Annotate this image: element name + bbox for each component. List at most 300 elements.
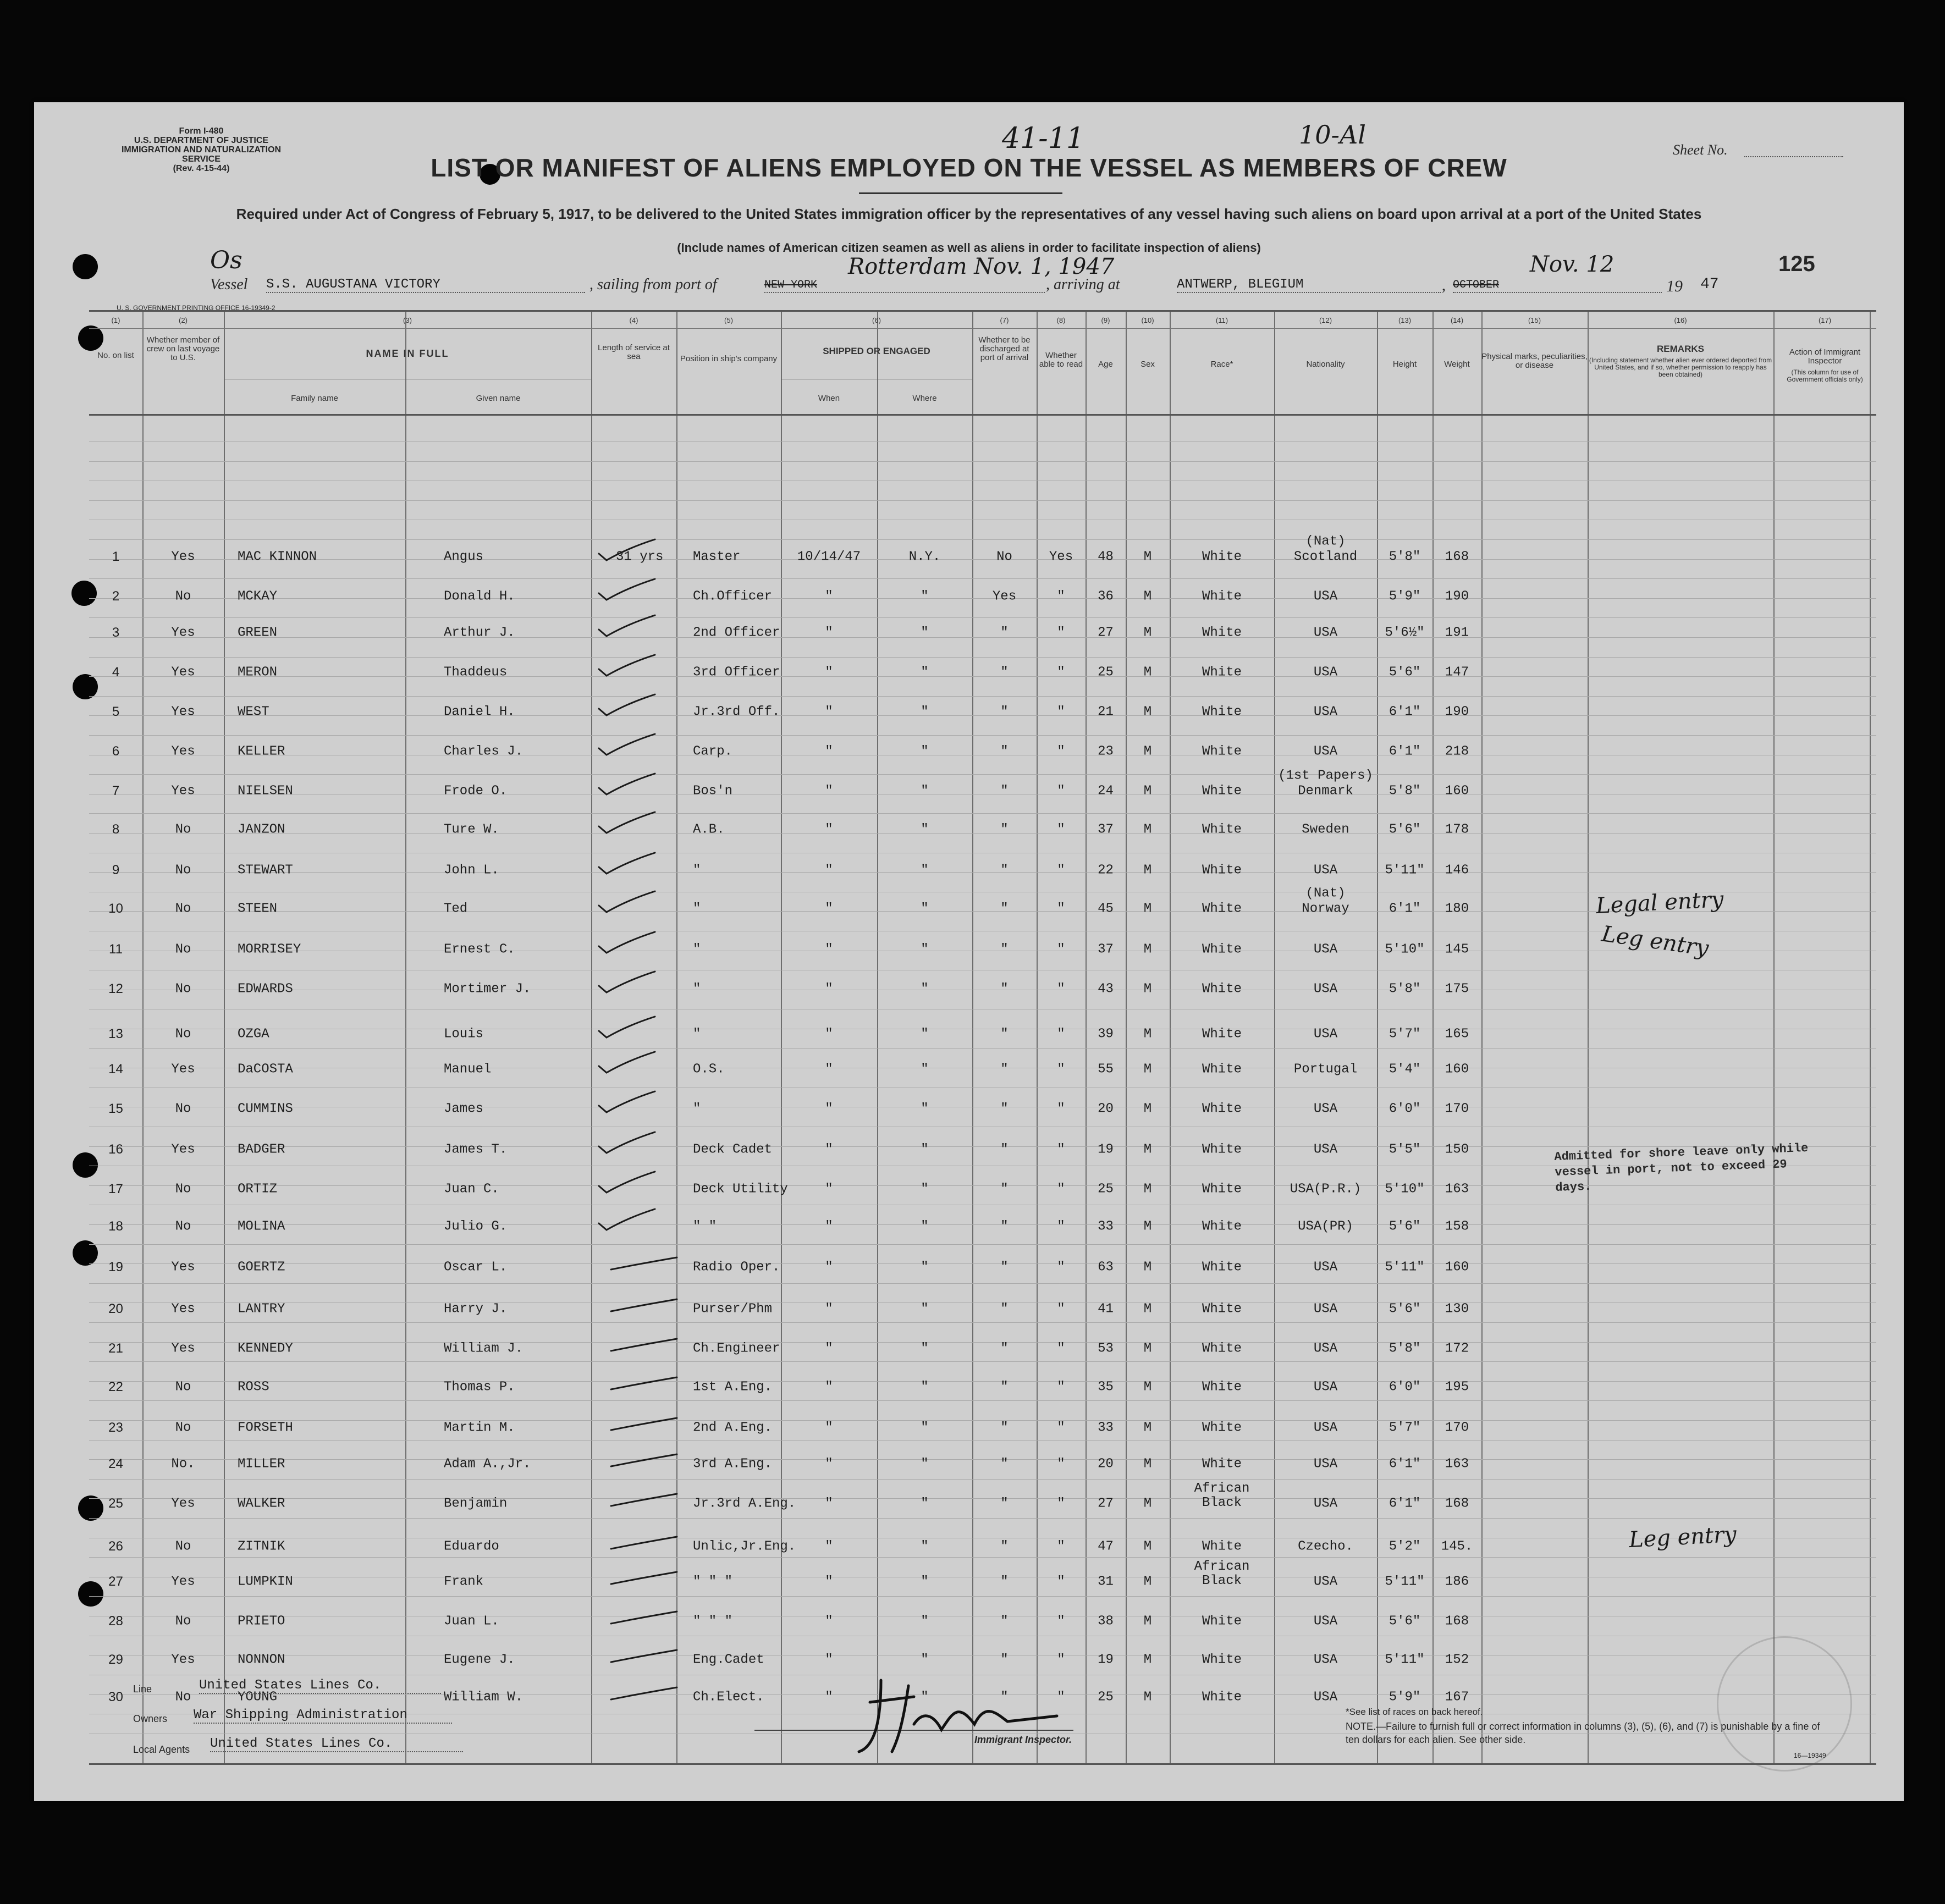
cell-read: " <box>1057 1260 1065 1275</box>
check-mark <box>594 692 671 720</box>
cell-read: " <box>1057 1301 1065 1317</box>
cell-where: " <box>921 1301 929 1317</box>
cell-given: Manuel <box>444 1062 492 1077</box>
column-number: (8) <box>1056 316 1066 324</box>
check-mark <box>605 1562 682 1590</box>
cell-nat: USA <box>1313 1690 1338 1705</box>
cell-read: " <box>1057 665 1065 680</box>
row-rule <box>89 676 1876 677</box>
cell-race: White <box>1202 744 1242 759</box>
grid-column-line <box>1377 312 1378 1763</box>
cell-sex: M <box>1143 1341 1152 1356</box>
cell-crew: Yes <box>171 1062 195 1077</box>
row-rule <box>89 559 1876 560</box>
agents-label: Local Agents <box>133 1744 190 1755</box>
cell-when: " <box>825 1496 833 1511</box>
cell-age: 37 <box>1098 822 1114 837</box>
cell-no: 1 <box>112 549 120 564</box>
check-mark <box>594 1014 671 1042</box>
cell-nat: USA <box>1313 744 1338 759</box>
cell-given: Eduardo <box>444 1539 499 1554</box>
cell-crew: Yes <box>171 549 195 565</box>
cell-given: Ted <box>444 901 468 917</box>
cell-family: OZGA <box>238 1026 269 1042</box>
cell-nat: USA <box>1313 942 1338 957</box>
cell-when: 10/14/47 <box>797 549 861 565</box>
cell-read: " <box>1057 1420 1065 1436</box>
cell-weight: 170 <box>1445 1101 1469 1117</box>
cell-age: 53 <box>1098 1341 1114 1356</box>
grid-column-line <box>1588 312 1589 1763</box>
cell-height: 6'1" <box>1389 901 1421 917</box>
cell-race: White <box>1202 863 1242 878</box>
cell-sex: M <box>1143 1690 1152 1705</box>
cell-disch: " <box>1000 704 1009 720</box>
cell-weight: 152 <box>1445 1652 1469 1668</box>
cell-disch: " <box>1000 1142 1009 1157</box>
cell-when: " <box>825 1652 833 1668</box>
cell-family: CUMMINS <box>238 1101 293 1117</box>
cell-race: White <box>1202 589 1242 604</box>
cell-no: 15 <box>108 1101 123 1116</box>
cell-sex: M <box>1143 665 1152 680</box>
cell-given: Angus <box>444 549 484 565</box>
header-name-in-full: NAME IN FULL <box>366 348 449 359</box>
cell-height: 5'2" <box>1389 1539 1421 1554</box>
row-rule <box>89 461 1876 462</box>
cell-where: " <box>921 589 929 604</box>
cell-race: White <box>1202 625 1242 641</box>
cell-given: James <box>444 1101 484 1117</box>
cell-given: Ernest C. <box>444 942 515 957</box>
cell-given: Juan L. <box>444 1614 499 1629</box>
header-position: Position in ship's company <box>680 354 778 363</box>
shore-leave-stamp: Admitted for shore leave only while vessel in port, not to exceed 29 days. <box>1554 1141 1809 1195</box>
cell-crew: Yes <box>171 1260 195 1275</box>
grid-column-line <box>1773 312 1775 1763</box>
remark-row-8: Leg entry <box>1600 921 1711 962</box>
vessel-label: Vessel <box>210 276 248 293</box>
cell-age: 55 <box>1098 1062 1114 1077</box>
header-action: Action of Immigrant Inspector <box>1789 347 1861 366</box>
sailing-label: , sailing from port of <box>589 276 717 293</box>
check-mark <box>605 1484 682 1511</box>
row-rule <box>89 696 1876 697</box>
cell-race: African Black <box>1194 1481 1250 1510</box>
cell-family: ORTIZ <box>238 1182 278 1197</box>
cell-weight: 178 <box>1445 822 1469 837</box>
cell-no: 8 <box>112 822 120 837</box>
cell-height: 5'6" <box>1389 822 1421 837</box>
cell-service: 31 yrs <box>616 549 664 565</box>
header-remarks: REMARKS <box>1657 344 1704 354</box>
cell-where: " <box>921 665 929 680</box>
cell-disch: " <box>1000 1652 1009 1668</box>
cell-age: 21 <box>1098 704 1114 720</box>
cell-height: 5'6" <box>1389 1614 1421 1629</box>
cell-sex: M <box>1143 1260 1152 1275</box>
header-physical: Physical marks, peculiarities, or disease <box>1481 352 1588 370</box>
cell-sex: M <box>1143 1614 1152 1629</box>
cell-race: African Black <box>1194 1559 1250 1588</box>
cell-read: " <box>1057 1341 1065 1356</box>
cell-disch: " <box>1000 1219 1009 1234</box>
cell-read: " <box>1057 1101 1065 1117</box>
header-able-read: Whether able to read <box>1039 351 1083 369</box>
cell-height: 5'11" <box>1385 1652 1425 1668</box>
cell-race: White <box>1202 1142 1242 1157</box>
cell-nat: USA <box>1313 1652 1338 1668</box>
grid-column-line <box>1037 312 1038 1763</box>
cell-race: White <box>1202 665 1242 680</box>
cell-age: 24 <box>1098 783 1114 799</box>
form-code: 16—19349 <box>1794 1752 1826 1759</box>
row-rule <box>89 500 1876 501</box>
check-mark <box>594 969 671 997</box>
cell-where: " <box>921 1652 929 1668</box>
cell-family: MOLINA <box>238 1219 285 1234</box>
cell-no: 3 <box>112 625 120 640</box>
cell-weight: 186 <box>1445 1574 1469 1590</box>
header-length-service: Length of service at sea <box>598 343 670 361</box>
column-number: (13) <box>1398 316 1412 324</box>
row-rule <box>89 1400 1876 1401</box>
cell-family: FORSETH <box>238 1420 293 1436</box>
cell-family: NONNON <box>238 1652 285 1668</box>
check-mark <box>594 1050 671 1077</box>
cell-position: 3rd A.Eng. <box>693 1456 773 1472</box>
cell-given: James T. <box>444 1142 508 1157</box>
column-number: (9) <box>1101 316 1110 324</box>
cell-given: Louis <box>444 1026 484 1042</box>
cell-when: " <box>825 1539 833 1554</box>
cell-no: 19 <box>108 1260 123 1274</box>
header-discharged: Whether to be discharged at port of arrival <box>978 335 1031 362</box>
cell-nat: USA <box>1313 1341 1338 1356</box>
cell-no: 25 <box>108 1496 123 1511</box>
row-rule <box>89 1146 1876 1147</box>
faint-seal <box>1717 1636 1852 1771</box>
check-mark <box>594 613 671 641</box>
cell-weight: 160 <box>1445 1062 1469 1077</box>
cell-crew: Yes <box>171 1142 195 1157</box>
cell-read: " <box>1057 1690 1065 1705</box>
cell-race: White <box>1202 942 1242 957</box>
cell-disch: " <box>1000 1341 1009 1356</box>
cell-crew: Yes <box>171 665 195 680</box>
cell-given: Ture W. <box>444 822 499 837</box>
cell-given: Martin M. <box>444 1420 515 1436</box>
cell-age: 20 <box>1098 1456 1114 1472</box>
cell-disch: " <box>1000 1026 1009 1042</box>
cell-given: Frank <box>444 1574 484 1590</box>
arriving-port: ANTWERP, BLEGIUM <box>1177 277 1441 293</box>
cell-disch: " <box>1000 665 1009 680</box>
cell-nat: Czecho. <box>1298 1539 1353 1554</box>
cell-height: 5'9" <box>1389 589 1421 604</box>
cell-position: 3rd Officer <box>693 665 780 680</box>
cell-crew: Yes <box>171 1652 195 1668</box>
cell-disch: " <box>1000 1301 1009 1317</box>
cell-weight: 165 <box>1445 1026 1469 1042</box>
vessel-name: S.S. AUGUSTANA VICTORY <box>266 277 585 293</box>
cell-race: White <box>1202 1062 1242 1077</box>
cell-height: 5'7" <box>1389 1026 1421 1042</box>
crew-table <box>89 310 1876 1765</box>
cell-no: 23 <box>108 1420 123 1435</box>
cell-age: 47 <box>1098 1539 1114 1554</box>
row-rule <box>89 1342 1876 1343</box>
cell-disch: " <box>1000 625 1009 641</box>
cell-family: DaCOSTA <box>238 1062 293 1077</box>
cell-nat: USA <box>1313 1614 1338 1629</box>
column-number: (14) <box>1450 316 1464 324</box>
cell-where: " <box>921 1379 929 1395</box>
check-mark <box>594 732 671 759</box>
cell-family: NIELSEN <box>238 783 293 799</box>
cell-no: 14 <box>108 1062 123 1077</box>
cell-height: 5'6½" <box>1385 625 1425 641</box>
cell-age: 48 <box>1098 549 1114 565</box>
cell-age: 33 <box>1098 1420 1114 1436</box>
cell-crew: No <box>175 863 191 878</box>
inspector-signature-image <box>848 1669 1079 1763</box>
row-rule <box>89 1440 1876 1441</box>
cell-crew: Yes <box>171 1496 195 1511</box>
cell-disch: " <box>1000 1496 1009 1511</box>
cell-given: Eugene J. <box>444 1652 515 1668</box>
check-mark <box>605 1602 682 1629</box>
cell-nat: USA <box>1313 863 1338 878</box>
cell-crew: No <box>175 1614 191 1629</box>
agents-value: United States Lines Co. <box>210 1736 463 1752</box>
cell-height: 6'0" <box>1389 1379 1421 1395</box>
cell-height: 6'1" <box>1389 1496 1421 1511</box>
cell-position: " " <box>693 1219 717 1234</box>
grid-column-line <box>591 312 592 1763</box>
cell-crew: No <box>175 1101 191 1117</box>
manifest-sheet <box>34 102 1904 1801</box>
row-rule <box>89 1518 1876 1519</box>
cell-race: White <box>1202 783 1242 799</box>
row-rule <box>89 1557 1876 1558</box>
cell-when: " <box>825 1574 833 1590</box>
cell-crew: No <box>175 942 191 957</box>
cell-sex: M <box>1143 863 1152 878</box>
row-rule <box>89 1048 1876 1049</box>
row-rule <box>89 1322 1876 1323</box>
cell-no: 2 <box>112 589 120 604</box>
cell-weight: 160 <box>1445 783 1469 799</box>
cell-read: " <box>1057 1539 1065 1554</box>
grid-column-line <box>142 312 144 1763</box>
cell-position: " " " <box>693 1614 733 1629</box>
cell-disch: " <box>1000 942 1009 957</box>
row-rule <box>89 1381 1876 1382</box>
cell-weight: 168 <box>1445 1496 1469 1511</box>
cell-family: STEEN <box>238 901 278 917</box>
cell-nat: USA <box>1313 704 1338 720</box>
cell-when: " <box>825 863 833 878</box>
cell-position: 2nd Officer <box>693 625 780 641</box>
cell-sex: M <box>1143 744 1152 759</box>
cell-weight: 163 <box>1445 1456 1469 1472</box>
cell-where: " <box>921 1496 929 1511</box>
cell-disch: " <box>1000 1062 1009 1077</box>
cell-where: " <box>921 1142 929 1157</box>
grid-column-line <box>1126 312 1127 1763</box>
row-rule <box>89 715 1876 716</box>
cell-position: Unlic,Jr.Eng. <box>693 1539 796 1554</box>
cell-sex: M <box>1143 1182 1152 1197</box>
page-title: LIST OR MANIFEST OF ALIENS EMPLOYED ON THE VESSEL AS MEMBERS OF CREW <box>431 153 1507 182</box>
cell-race: White <box>1202 1652 1242 1668</box>
cell-family: MAC KINNON <box>238 549 317 565</box>
cell-height: 5'6" <box>1389 665 1421 680</box>
form-service: IMMIGRATION AND NATURALIZATION SERVICE <box>121 145 282 164</box>
cell-when: " <box>825 1219 833 1234</box>
cell-position: " <box>693 942 701 957</box>
cell-race: White <box>1202 1539 1242 1554</box>
cell-no: 18 <box>108 1219 123 1234</box>
cell-disch: " <box>1000 1101 1009 1117</box>
check-mark <box>594 1089 671 1117</box>
row-rule <box>89 1596 1876 1597</box>
cell-height: 5'8" <box>1389 1341 1421 1356</box>
form-rev: (Rev. 4-15-44) <box>173 164 230 173</box>
cell-family: ROSS <box>238 1379 269 1395</box>
cell-family: EDWARDS <box>238 981 293 997</box>
cell-position: 2nd A.Eng. <box>693 1420 773 1436</box>
cell-when: " <box>825 901 833 917</box>
cell-where: N.Y. <box>908 549 941 565</box>
cell-sex: M <box>1143 1219 1152 1234</box>
column-number: (1) <box>111 316 120 324</box>
cell-sex: M <box>1143 1420 1152 1436</box>
cell-age: 25 <box>1098 1690 1114 1705</box>
check-mark <box>594 653 671 680</box>
cell-where: " <box>921 1614 929 1629</box>
cell-nat: USA(P.R.) <box>1290 1182 1362 1197</box>
cell-no: 20 <box>108 1301 123 1316</box>
cell-position: " <box>693 1101 701 1117</box>
cell-when: " <box>825 625 833 641</box>
cell-crew: No <box>175 1539 191 1554</box>
cell-nat: USA(PR) <box>1298 1219 1353 1234</box>
cell-age: 19 <box>1098 1652 1114 1668</box>
cell-race: White <box>1202 901 1242 917</box>
form-department: U.S. DEPARTMENT OF JUSTICE <box>134 136 269 145</box>
title-underline <box>859 192 1062 194</box>
cell-where: " <box>921 1260 929 1275</box>
cell-where: " <box>921 1420 929 1436</box>
cell-read: " <box>1057 1142 1065 1157</box>
cell-height: 5'10" <box>1385 942 1425 957</box>
arriving-label: , arriving at <box>1046 276 1120 293</box>
cell-weight: 145. <box>1441 1539 1473 1554</box>
cell-sex: M <box>1143 1379 1152 1395</box>
cell-disch: " <box>1000 1574 1009 1590</box>
check-mark <box>594 771 671 799</box>
cell-position: " <box>693 901 701 917</box>
cell-height: 6'1" <box>1389 744 1421 759</box>
month-struck: OCTOBER <box>1453 279 1500 291</box>
check-mark <box>594 577 671 604</box>
cell-nat: USA <box>1313 1456 1338 1472</box>
cell-race: White <box>1202 981 1242 997</box>
grid-column-line <box>1870 312 1871 1763</box>
cell-age: 37 <box>1098 942 1114 957</box>
cell-no: 12 <box>108 981 123 996</box>
cell-age: 31 <box>1098 1574 1114 1590</box>
cell-age: 45 <box>1098 901 1114 917</box>
cell-when: " <box>825 1456 833 1472</box>
cell-race: White <box>1202 822 1242 837</box>
cell-disch: " <box>1000 1182 1009 1197</box>
cell-position: Ch.Elect. <box>693 1690 764 1705</box>
cell-read: " <box>1057 1182 1065 1197</box>
header-divider <box>89 414 1876 416</box>
grid-column-line <box>1432 312 1434 1763</box>
check-mark <box>605 1408 682 1436</box>
cell-family: GOERTZ <box>238 1260 285 1275</box>
cell-age: 43 <box>1098 981 1114 997</box>
cell-position: Deck Cadet <box>693 1142 773 1157</box>
cell-position: Bos'n <box>693 783 733 799</box>
cell-crew: Yes <box>171 783 195 799</box>
cell-crew: Yes <box>171 1301 195 1317</box>
header-given-name: Given name <box>476 394 521 403</box>
cell-age: 35 <box>1098 1379 1114 1395</box>
cell-family: YOUNG <box>238 1690 278 1705</box>
cell-nat-note: (Nat) <box>1305 886 1346 901</box>
cell-when: " <box>825 1420 833 1436</box>
sailing-port-field <box>764 277 1045 293</box>
grid-column-line <box>972 312 973 1763</box>
cell-read: " <box>1057 942 1065 957</box>
cell-crew: No <box>175 822 191 837</box>
cell-crew: No <box>175 589 191 604</box>
cell-age: 27 <box>1098 625 1114 641</box>
grid-column-line <box>877 312 878 1763</box>
punch-hole <box>73 254 98 279</box>
cell-no: 5 <box>112 704 120 719</box>
check-mark <box>605 1248 682 1275</box>
check-mark <box>594 1130 671 1157</box>
header-sex: Sex <box>1140 360 1155 369</box>
grid-column-line <box>1274 312 1275 1763</box>
cell-nat: USA <box>1313 1496 1338 1511</box>
header-remarks-note: (Including statement whether alien ever ordered deported from United States, and if so, whether permission to reapply has been obtained) <box>1589 356 1772 378</box>
cell-no: 10 <box>108 901 123 916</box>
cell-position: Ch.Engineer <box>693 1341 780 1356</box>
cell-no: 26 <box>108 1539 123 1554</box>
cell-where: " <box>921 822 929 837</box>
owners-label: Owners <box>133 1713 168 1724</box>
cell-position: " " " <box>693 1574 733 1590</box>
cell-sex: M <box>1143 1652 1152 1668</box>
cell-nat: USA <box>1313 1379 1338 1395</box>
column-number: (2) <box>179 316 188 324</box>
cell-weight: 145 <box>1445 942 1469 957</box>
cell-read: " <box>1057 1574 1065 1590</box>
check-mark <box>605 1677 682 1705</box>
cell-race: White <box>1202 1456 1242 1472</box>
cell-position: 1st A.Eng. <box>693 1379 773 1395</box>
sailing-port-hand: Rotterdam Nov. 1, 1947 <box>848 254 1115 279</box>
cell-read: " <box>1057 1219 1065 1234</box>
cell-where: " <box>921 625 929 641</box>
